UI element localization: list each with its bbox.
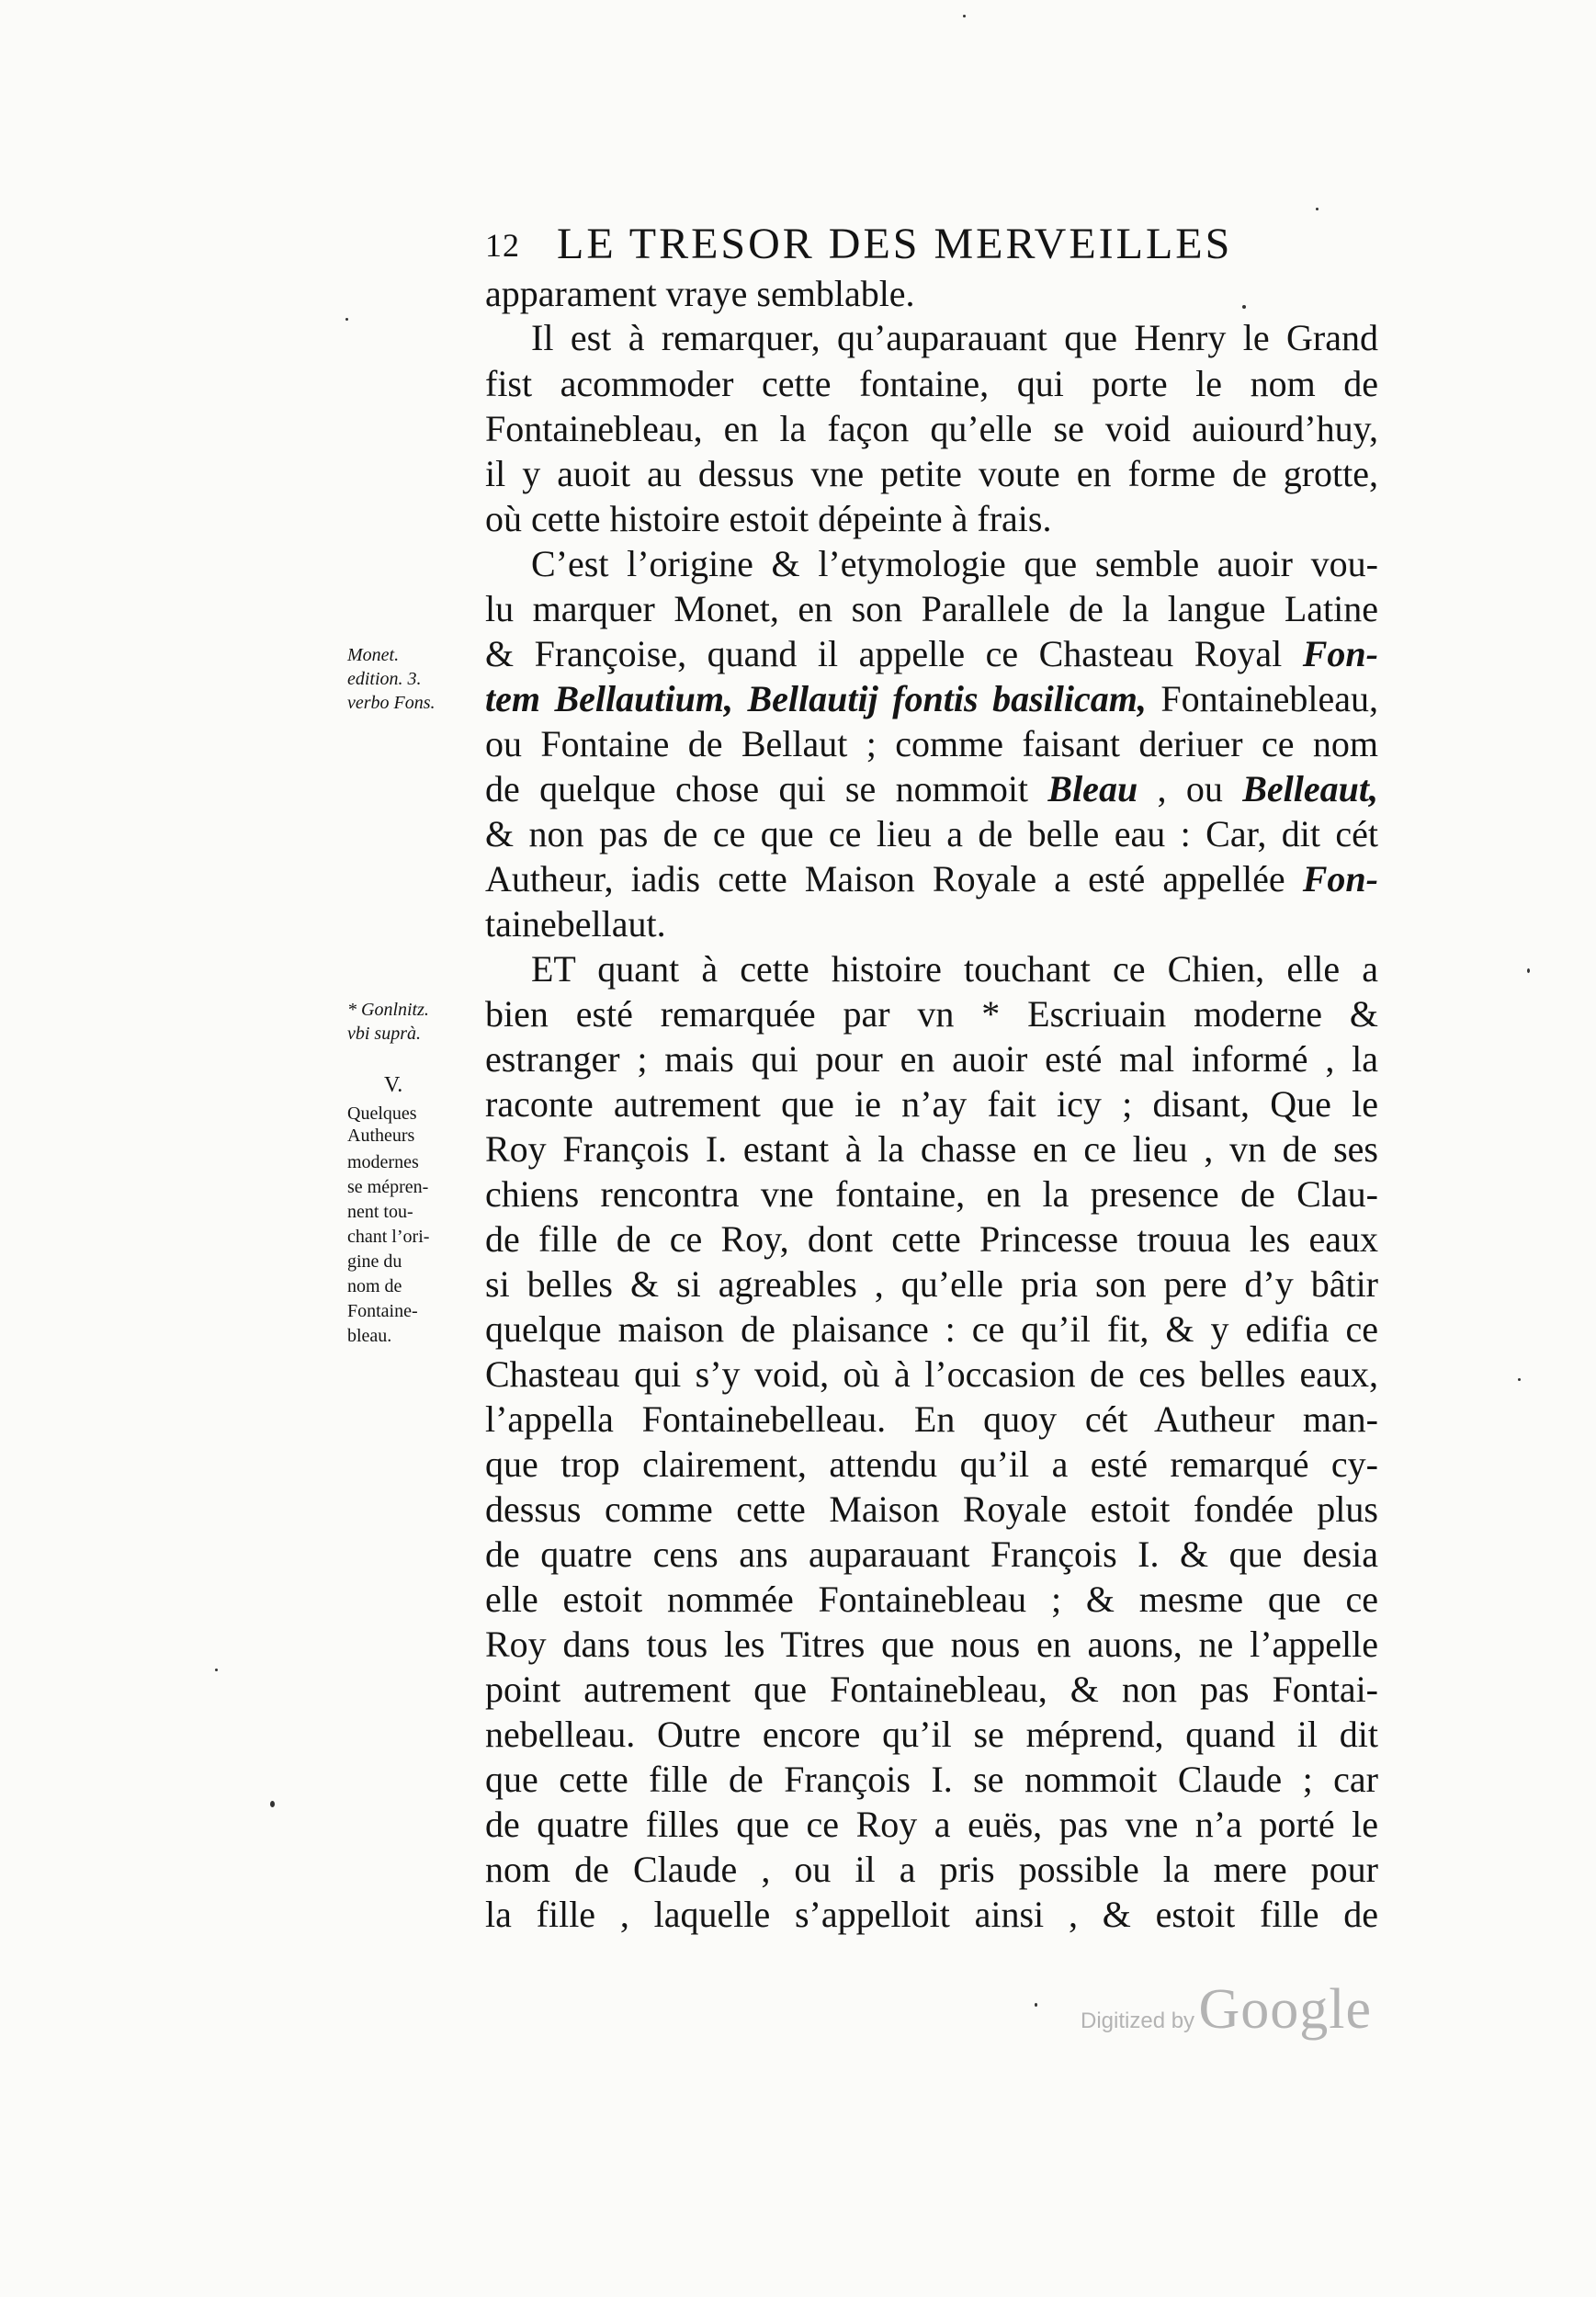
body-line: Il est à remarquer, qu’auparauant que Henry le Grand: [531, 317, 1378, 358]
body-line: nebelleau. Outre encore qu’il se méprend, quand il dit: [485, 1714, 1378, 1755]
body-line: que cette fille de François I. se nommoit Claude ; car: [485, 1759, 1378, 1800]
body-line: tem Bellautium, Bellautij fontis basilicam, Fontainebleau,: [485, 678, 1378, 719]
body-line: fist acommoder cette fontaine, qui porte le nom de: [485, 363, 1378, 404]
body-line: Autheur, iadis cette Maison Royale a esté appellée Fon-: [485, 858, 1378, 900]
italic-phrase: Fon-: [1302, 633, 1378, 674]
section-summary-line: nom de: [347, 1276, 402, 1296]
body-line: l’appella Fontainebelleau. En quoy cét Autheur man-: [485, 1398, 1378, 1440]
digitized-watermark: [1081, 1977, 1372, 2042]
section-summary-line: Quelques: [347, 1103, 417, 1124]
body-line: dessus comme cette Maison Royale estoit fondée plus: [485, 1488, 1378, 1530]
section-summary-line: Autheurs: [347, 1126, 415, 1146]
body-line: de quatre filles que ce Roy a euës, pas vne n’a porté le: [485, 1804, 1378, 1845]
margin-note-monet: edition. 3.: [347, 669, 422, 689]
page-number: 12: [485, 227, 520, 264]
body-line: si belles & si agreables , qu’elle pria son pere d’y bâtir: [485, 1263, 1378, 1305]
body-line: raconte autrement que ie n’ay fait icy ; disant, Que le: [485, 1083, 1378, 1125]
body-line: point autrement que Fontainebleau, & non pas Fontai-: [485, 1669, 1378, 1710]
body-line: chiens rencontra vne fontaine, en la presence de Clau-: [485, 1173, 1378, 1215]
print-speck: [270, 1801, 275, 1807]
italic-phrase: Fon-: [1302, 858, 1378, 900]
body-line: il y auoit au dessus vne petite voute en forme de grotte,: [485, 453, 1378, 494]
section-summary-line: chant l’ori-: [347, 1227, 430, 1247]
body-line: où cette histoire estoit dépeinte à frais.: [485, 498, 1052, 539]
body-line: tainebellaut.: [485, 903, 666, 945]
margin-note-monet: Monet.: [347, 645, 400, 665]
body-line: que trop clairement, attendu qu’il a esté remarqué cy-: [485, 1443, 1378, 1485]
watermark-brand: Google: [1198, 1978, 1373, 2041]
body-line: bien esté remarquée par vn * Escriuain moderne &: [485, 993, 1378, 1035]
body-line: apparament vraye semblable.: [485, 273, 915, 314]
page-header: [485, 219, 1378, 277]
print-speck: [215, 1669, 218, 1671]
body-line: estranger ; mais qui pour en auoir esté mal informé , la: [485, 1038, 1378, 1080]
running-title: LE TRESOR DES MERVEILLES: [557, 220, 1233, 268]
body-line: ou Fontaine de Bellaut ; comme faisant deriuer ce nom: [485, 723, 1378, 764]
section-summary-line: Fontaine-: [347, 1301, 418, 1321]
section-summary-line: bleau.: [347, 1326, 392, 1346]
body-line: de fille de ce Roy, dont cette Princesse trouua les eaux: [485, 1218, 1378, 1260]
print-speck: [345, 318, 348, 321]
margin-note-monet: verbo Fons.: [347, 693, 436, 713]
body-line: Roy François I. estant à la chasse en ce lieu , vn de ses: [485, 1128, 1378, 1170]
margin-note-gonlnitz: * Gonlnitz.: [347, 1000, 429, 1020]
body-line: & non pas de ce que ce lieu a de belle eau : Car, dit cét: [485, 813, 1378, 854]
body-line: Chasteau qui s’y void, où à l’occasion de ces belles eaux,: [485, 1353, 1378, 1395]
print-speck: [1316, 208, 1319, 210]
section-summary-line: modernes: [347, 1152, 419, 1172]
print-speck: [1527, 968, 1530, 973]
body-line: Fontainebleau, en la façon qu’elle se void auiourd’huy,: [485, 408, 1378, 449]
body-line: Roy dans tous les Titres que nous en auons, ne l’appelle: [485, 1624, 1378, 1665]
body-line: & Françoise, quand il appelle ce Chasteau Royal Fon-: [485, 633, 1378, 674]
body-line: ET quant à cette histoire touchant ce Chien, elle a: [531, 948, 1378, 990]
watermark-prefix: Digitized by: [1081, 2008, 1195, 2033]
italic-phrase: Bleau: [1047, 768, 1138, 809]
print-speck: [963, 15, 966, 17]
body-line: quelque maison de plaisance : ce qu’il fit, & y edifia ce: [485, 1308, 1378, 1350]
print-speck: [1035, 2003, 1037, 2007]
body-line: lu marquer Monet, en son Parallele de la langue Latine: [485, 588, 1378, 629]
margin-note-gonlnitz: vbi suprà.: [347, 1024, 421, 1044]
italic-phrase: Belleaut,: [1242, 768, 1378, 809]
body-line: de quatre cens ans auparauant François I. & que desia: [485, 1533, 1378, 1575]
body-line: C’est l’origine & l’etymologie que semble auoir vou-: [531, 543, 1378, 584]
print-speck: [1242, 305, 1246, 309]
print-speck: [1518, 1378, 1521, 1381]
body-line: nom de Claude , ou il a pris possible la mere pour: [485, 1849, 1378, 1890]
section-number: V.: [384, 1073, 403, 1097]
body-line: de quelque chose qui se nommoit Bleau , ou Belleaut,: [485, 768, 1378, 809]
body-line: la fille , laquelle s’appelloit ainsi , & estoit fille de: [485, 1894, 1378, 1935]
body-line: elle estoit nommée Fontainebleau ; & mesme que ce: [485, 1578, 1378, 1620]
section-summary-line: nent tou-: [347, 1202, 413, 1222]
section-summary-line: gine du: [347, 1251, 402, 1272]
italic-phrase: tem Bellautium, Bellautij fontis basilicam,: [485, 678, 1147, 719]
section-summary-line: se mépren-: [347, 1177, 429, 1197]
